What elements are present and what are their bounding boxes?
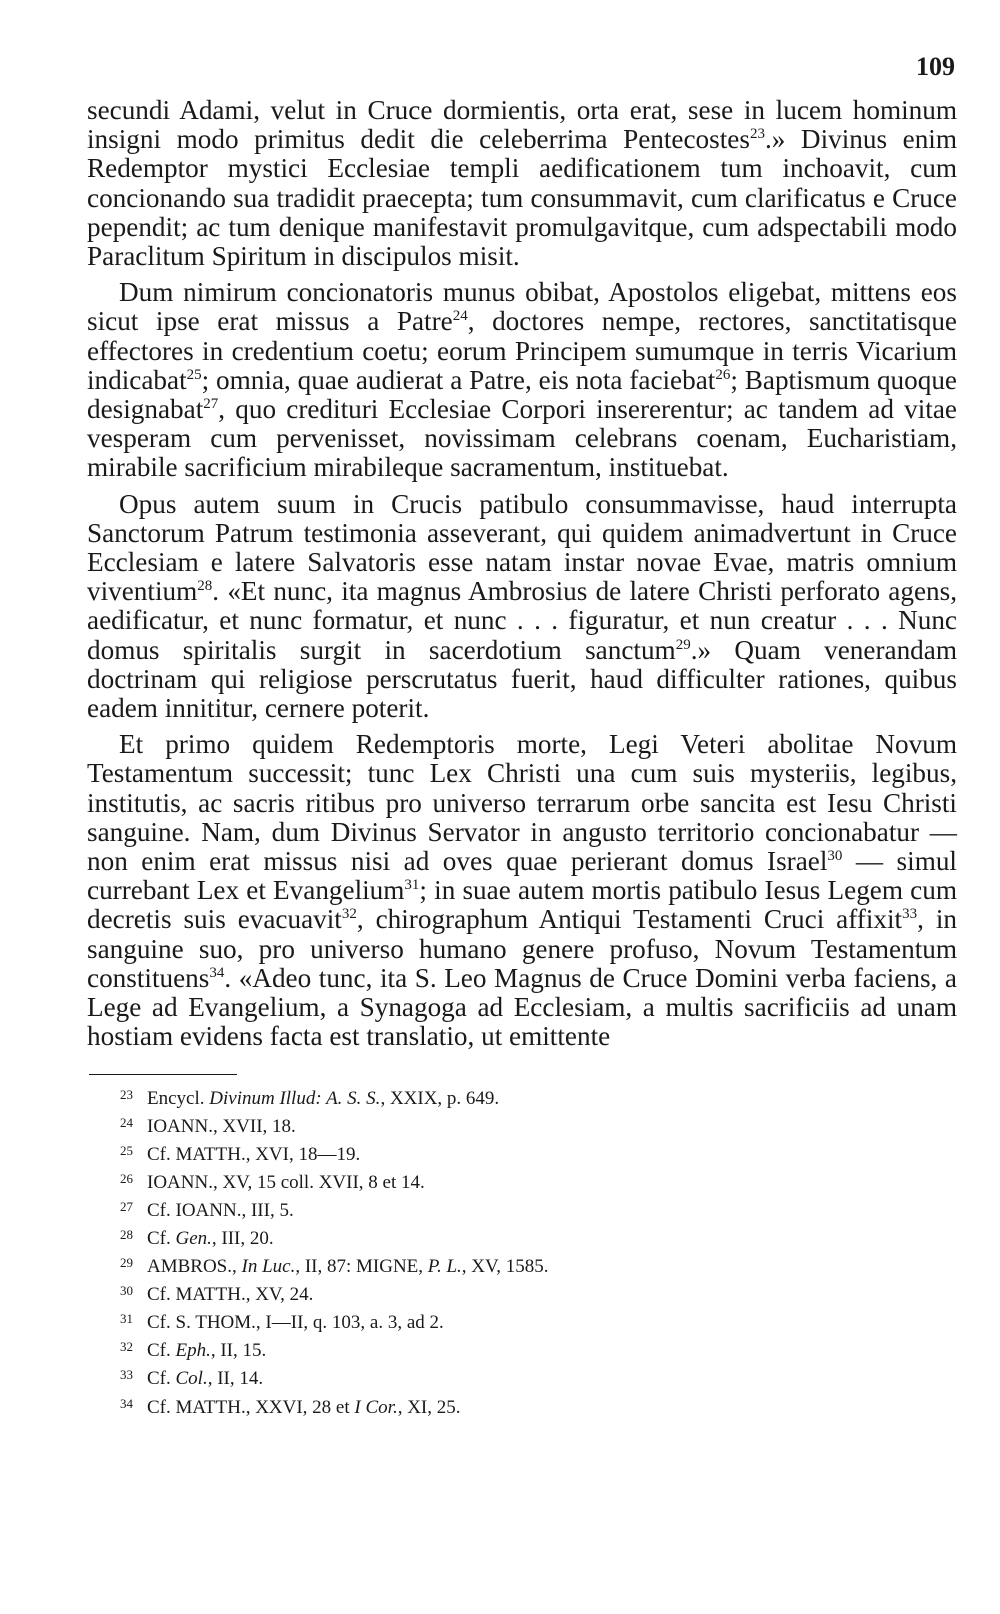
text-run: , XI, 25. [397,1396,461,1418]
footnote-ref: 27 [203,395,219,412]
italic-text: Col. [175,1368,208,1390]
footnote-number: 33 [120,1367,133,1383]
body-text [87,96,957,1052]
footnote-item [120,1083,957,1111]
text-run: , II, 15. [210,1340,267,1362]
footnote-item [120,1279,957,1307]
footnote-item [120,1363,957,1391]
text-run: Cf. [147,1227,176,1249]
footnote-item [120,1335,957,1363]
text-run: — simul currebant Lex et Evangelium [87,846,957,906]
text-run: Cf. MATTH., XVI, 18—19. [147,1143,361,1165]
page-number: 109 [916,52,955,81]
footnote-number: 24 [120,1114,133,1130]
text-run: , II, 14. [207,1368,264,1390]
text-run: , XV, 1585. [461,1256,549,1278]
text-run: ; Baptismum quoque designabat [87,364,957,425]
footnote-ref: 25 [186,366,202,383]
text-run: Et primo quidem Redemptoris morte, Legi Veteri abolitae Novum Testamentum successit; tunc Lex Christi una cum suis mysteriis, legibus, institutis, ac sacris ritibus pro universo terrarum orbe sancita est Iesu Christi sanguine. Nam, dum Divinus Servator in angusto territorio concionabatur — non enim erat missus nisi ad oves quae perierant domus Israel [87,729,957,877]
footnote-item [120,1167,957,1195]
body-paragraph [87,278,957,482]
text-run: , III, 20. [211,1227,274,1249]
italic-text: P. L. [427,1256,462,1278]
footnote-number: 28 [120,1226,133,1242]
text-run: Cf. MATTH., XV, 24. [147,1284,314,1306]
italic-text: Gen. [175,1227,212,1249]
text-run: secundi Adami, velut in Cruce dormientis, orta erat, sese in lucem hominum insigni modo primitus dedit die celeberrima Pentecostes [87,95,957,155]
text-run: Dum nimirum concionatoris munus obibat, Apostolos eligebat, mittens eos sicut ipse erat missus a Patre [87,277,957,337]
footnote-number: 27 [120,1198,133,1214]
text-run: IOANN., XV, 15 coll. XVII, 8 et 14. [147,1171,425,1193]
italic-text: In Luc. [241,1256,296,1278]
text-run: IOANN., XVII, 18. [147,1115,296,1137]
text-run: . «Adeo tunc, ita S. Leo Magnus de Cruce Domini verba faciens, a Lege ad Evangelium, a Synagoga ad Ecclesiam, a multis sacrificiis ad unam hostiam evidens facta est translatio, ut emittente [87,962,957,1052]
footnote-ref: 31 [404,877,420,894]
text-run: . «Et nunc, ita magnus Ambrosius de latere Christi perforato agens, aedificatur, et nunc formatur, et nunc . . . figuratur, et nun creatur . . . Nunc domus spiritalis surgit in sacerdotium sanctum [87,576,957,665]
text-run: .» Quam venerandam doctrinam qui religiose perscrutatus fuerit, haud difficulter rationes, quibus eadem innititur, cernere poterit. [87,634,957,724]
footnote-ref: 24 [452,308,468,325]
text-run: ; omnia, quae audierat a Patre, eis nota faciebat [201,364,716,395]
body-paragraph [87,96,957,271]
footnote-item [120,1251,957,1279]
text-run: Cf. [147,1340,176,1362]
footnote-item [120,1307,957,1335]
text-run: Opus autem suum in Crucis patibulo consummavisse, haud interrupta Sanctorum Patrum testimonia asseverant, qui quidem animadvertunt in Cruce Ecclesiam e latere Salvatoris esse natam instar novae Evae, matris omnium viventium [87,488,957,607]
italic-text: I Cor. [354,1396,398,1418]
footnote-ref: 26 [715,366,731,383]
text-run: ; in suae autem mortis patibulo Iesus Legem cum decretis suis evacuavit [87,875,957,935]
footnote-number: 30 [120,1283,133,1299]
footnote-ref: 33 [902,906,918,923]
text-run: Cf. [147,1368,176,1390]
footnote-number: 25 [120,1142,133,1158]
text-run: Cf. MATTH., XXVI, 28 et [147,1396,355,1418]
footnote-ref: 32 [341,906,357,923]
footnote-number: 32 [120,1339,133,1355]
footnote-number: 31 [120,1311,133,1327]
footnote-ref: 30 [827,848,843,865]
text-run: AMBROS., [147,1256,242,1278]
document-page [87,52,957,1420]
text-run: , quo credituri Ecclesiae Corpori insererentur; ac tandem ad vitae vesperam cum pervenisset, novissimam celebrans coenam, Eucharistiam, mirabile sacrificium mirabileque sacramentum, instituebat. [87,394,957,483]
footnote-item [120,1195,957,1223]
footnote-ref: 29 [675,636,691,653]
text-run: , doctores nempe, rectores, sanctitatisque effectores in credentium coetu; eorum Principem sumumque in terris Vicarium indicabat [87,306,957,395]
footnote-number: 26 [120,1170,133,1186]
footnote-number: 34 [120,1395,133,1411]
body-paragraph [87,490,957,724]
footnote-separator [89,1074,237,1075]
body-paragraph [87,730,957,1051]
text-run: , chirographum Antiqui Testamenti Cruci affixit [356,904,903,935]
text-run: Cf. S. THOM., I—II, q. 103, a. 3, ad 2. [147,1312,444,1334]
italic-text: Eph. [175,1340,211,1362]
text-run: Encycl. [147,1087,210,1109]
footnote-ref: 28 [197,578,213,595]
footnote-number: 23 [120,1086,133,1102]
footnote-number: 29 [120,1255,133,1271]
text-run: , XXIX, p. 649. [380,1087,500,1109]
text-run: , II, 87: MIGNE, [295,1256,428,1278]
footnote-item [120,1111,957,1139]
text-run: .» Divinus enim Redemptor mystici Ecclesiae templi aedificationem tum inchoavit, cum concionando sua tradidit praecepta; tum consummavit, cum clarificatus e Cruce pependit; ac tum denique manifestavit promulgavitque, cum adspectabili modo Paraclitum Spiritum in discipulos misit. [87,124,958,272]
footnotes-list [87,1083,957,1420]
footnote-item [120,1139,957,1167]
text-run: Cf. IOANN., III, 5. [147,1199,294,1221]
footnote-item [120,1392,957,1420]
text-run: , in sanguine suo, pro universo humano genere profuso, Novum Testamentum constituens [87,904,957,993]
footnote-item [120,1223,957,1251]
footnote-ref: 23 [749,126,765,143]
footnote-ref: 34 [209,964,225,981]
italic-text: Divinum Illud: A. S. S. [209,1087,381,1109]
